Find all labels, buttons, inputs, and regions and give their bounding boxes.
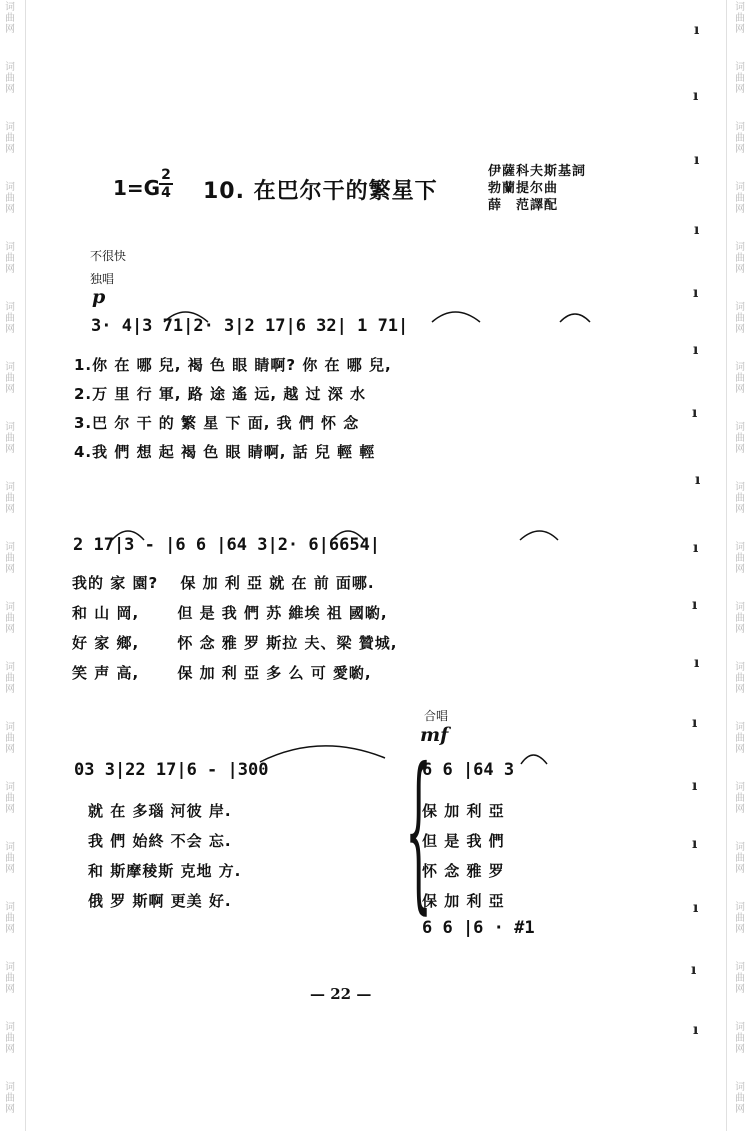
lyrics-block-1 (74, 351, 392, 467)
watermark-text: 词曲网 (735, 842, 745, 875)
notes-line-1: 3· 4|3 71|2· 3|2 17|6 32| 1 71| (91, 316, 409, 336)
credit-lyricist: 伊薩科夫斯基詞 (488, 164, 587, 179)
slurs-line-2 (100, 518, 600, 548)
watermark-text: 词曲网 (5, 122, 15, 155)
watermark-text: 词曲网 (5, 662, 15, 695)
lyric-line-1-verse-2: 2.万 里 行 軍, 路 途 遙 远, 越 过 深 水 (74, 385, 366, 403)
watermark-text: 词曲网 (735, 2, 745, 35)
watermark-text: 词曲网 (735, 1022, 745, 1055)
watermark-text: 词曲网 (735, 62, 745, 95)
time-signature (159, 168, 173, 200)
dynamic-p: p (92, 286, 106, 308)
watermark-text: 词曲网 (5, 902, 15, 935)
credit-composer: 勃蘭提尔曲 (488, 181, 559, 196)
lower-voice-notes: 6 6 |6 · #1 (422, 918, 535, 938)
watermark-text: 词曲网 (735, 302, 745, 335)
watermark-text: 词曲网 (735, 602, 745, 635)
dynamic-mf: mf (420, 724, 449, 746)
watermark-text: 词曲网 (5, 1022, 15, 1055)
time-signature-bottom: 4 (161, 185, 171, 201)
credit-translator: 薛 范譯配 (488, 198, 559, 213)
key-signature: 1=G (113, 176, 161, 200)
watermark-text: 词曲网 (735, 962, 745, 995)
watermark-text: 词曲网 (735, 482, 745, 515)
song-title: 10. 在巴尔干的繁星下 (203, 179, 438, 204)
watermark-text: 词曲网 (5, 362, 15, 395)
watermark-text: 词曲网 (5, 182, 15, 215)
lyric-line-1-verse-1: 1.你 在 哪 兒, 褐 色 眼 睛啊? 你 在 哪 兒, (74, 356, 392, 374)
watermark-text: 词曲网 (735, 422, 745, 455)
watermark-text: 词曲网 (735, 362, 745, 395)
right-border-line (726, 0, 727, 1131)
chorus-marking: 合唱 (424, 709, 449, 723)
tempo-marking: 不很快 (90, 249, 127, 263)
watermark-text: 词曲网 (735, 662, 745, 695)
lyric-line-1-verse-4: 4.我 們 想 起 褐 色 眼 睛啊, 話 兒 輕 輕 (74, 443, 376, 461)
watermark-text: 词曲网 (735, 1082, 745, 1115)
watermark-text: 词曲网 (735, 122, 745, 155)
watermark-text: 词曲网 (5, 602, 15, 635)
lyric-line-3-verse-2: 我 們 始終 不会 忘. (88, 832, 232, 850)
watermark-text: 词曲网 (735, 782, 745, 815)
watermark-text: 词曲网 (5, 542, 15, 575)
chorus-lyric-verse-4: 保 加 利 亞 (422, 892, 505, 910)
watermark-text: 词曲网 (5, 1082, 15, 1115)
watermark-text: 词曲网 (735, 542, 745, 575)
slurs-line-1 (150, 300, 620, 330)
watermark-text: 词曲网 (5, 722, 15, 755)
page-number: — 22 — (310, 985, 372, 1003)
solo-marking: 独唱 (90, 272, 115, 286)
chorus-lyric-verse-2: 但 是 我 們 (422, 832, 505, 850)
notes-line-2: 2 17|3 - |6 6 |64 3|2· 6|6654| (73, 535, 381, 555)
lyric-line-2-verse-3: 好 家 鄉, 怀 念 雅 罗 斯拉 夫、梁 贊城, (72, 634, 398, 652)
watermark-text: 词曲网 (5, 482, 15, 515)
chorus-brace: { (405, 732, 433, 930)
watermark-text: 词曲网 (5, 422, 15, 455)
watermark-text: 词曲网 (5, 842, 15, 875)
lyric-line-3-verse-4: 俄 罗 斯啊 更美 好. (88, 892, 232, 910)
lyric-line-3-verse-3: 和 斯摩稜斯 克地 方. (88, 862, 242, 880)
credits (488, 163, 586, 214)
watermark-text: 词曲网 (735, 242, 745, 275)
watermark-text: 词曲网 (5, 2, 15, 35)
lyric-line-3-verse-1: 就 在 多瑙 河彼 岸. (88, 802, 232, 820)
chorus-slur (515, 744, 555, 768)
watermark-text: 词曲网 (5, 62, 15, 95)
watermark-text: 词曲网 (5, 962, 15, 995)
watermark-text: 词曲网 (5, 782, 15, 815)
lyrics-block-2 (72, 568, 397, 688)
left-border-line (25, 0, 26, 1131)
time-signature-top: 2 (161, 167, 171, 183)
lyric-line-2-verse-4: 笑 声 高, 保 加 利 亞 多 么 可 愛喲, (72, 664, 372, 682)
watermark-text: 词曲网 (735, 182, 745, 215)
watermark-text: 词曲网 (5, 242, 15, 275)
chorus-lyrics-block (422, 796, 505, 916)
lyrics-block-3 (88, 796, 241, 916)
watermark-text: 词曲网 (5, 302, 15, 335)
lyric-line-2-verse-2: 和 山 岡, 但 是 我 們 苏 維埃 祖 國喲, (72, 604, 388, 622)
watermark-text: 词曲网 (735, 902, 745, 935)
lyric-line-2-verse-1: 我的 家 園? 保 加 利 亞 就 在 前 面哪. (72, 574, 375, 592)
chorus-lyric-verse-1: 保 加 利 亞 (422, 802, 505, 820)
watermark-text: 词曲网 (735, 722, 745, 755)
chorus-lyric-verse-3: 怀 念 雅 罗 (422, 862, 505, 880)
lyric-line-1-verse-3: 3.巴 尔 干 的 繁 星 下 面, 我 們 怀 念 (74, 414, 360, 432)
tie-line-3 (250, 732, 410, 772)
notes-line-3: 03 3|22 17|6 - |300 (74, 760, 269, 780)
chorus-notes: 6 6 |64 3 (422, 760, 515, 780)
